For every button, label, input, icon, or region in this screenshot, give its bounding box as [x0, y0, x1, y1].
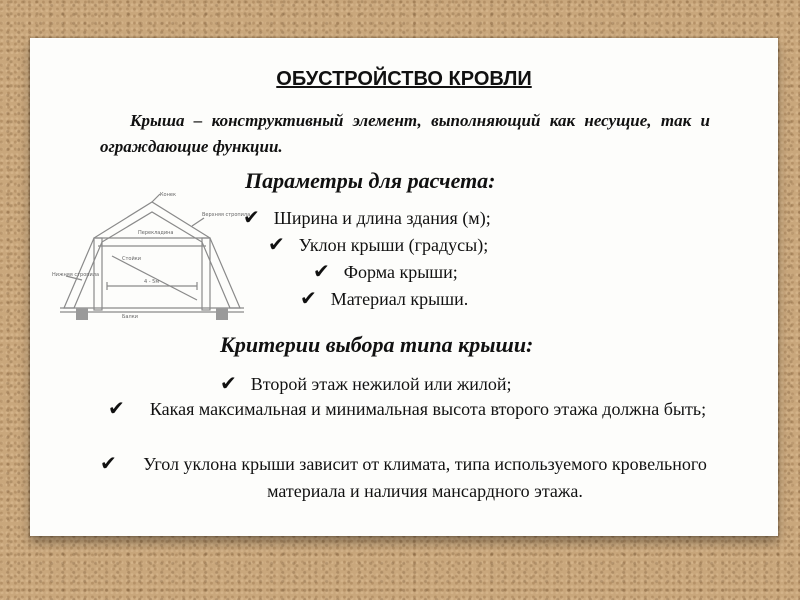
diagram-label: Перекладина: [138, 230, 174, 236]
criteria-item: ✔ Второй этаж нежилой или жилой;: [220, 373, 512, 395]
support-left: [76, 308, 88, 320]
diagram-label: Стойки: [122, 256, 141, 262]
diagram-label: Верхняя стропила: [202, 212, 251, 218]
params-item: ✔ Ширина и длина здания (м);: [243, 207, 491, 229]
params-item: ✔ Уклон крыши (градусы);: [268, 234, 489, 256]
roof-diagram: [52, 190, 252, 322]
check-icon: ✔: [313, 261, 330, 283]
criteria-heading: Критерии выбора типа крыши:: [220, 332, 534, 357]
post-right: [202, 238, 210, 310]
support-right: [216, 308, 228, 320]
page-title: ОБУСТРОЙСТВО КРОВЛИ: [276, 68, 532, 90]
params-item: ✔ Материал крыши.: [300, 288, 469, 310]
check-icon: ✔: [100, 453, 117, 475]
diagram-label: Нижняя стропила: [52, 272, 100, 278]
check-icon: ✔: [243, 207, 260, 229]
criteria-item: ✔ Какая максимальная и минимальная высота второго этажа должна быть;: [108, 396, 708, 423]
check-icon: ✔: [220, 373, 237, 395]
diagram-label: Балки: [122, 314, 138, 320]
intro-paragraph: [100, 108, 710, 160]
params-heading: Параметры для расчета:: [245, 168, 496, 193]
intro-text: Крыша – конструктивный элемент, выполняющий как несущие, так и ограждающие функции.: [100, 111, 710, 156]
params-item: ✔ Форма крыши;: [313, 261, 458, 283]
check-icon: ✔: [300, 288, 317, 310]
check-icon: ✔: [108, 398, 125, 420]
check-icon: ✔: [268, 234, 285, 256]
diagram-label: 4 - 5м: [144, 279, 160, 285]
paper-sheet: [30, 38, 778, 536]
criteria-item: ✔ Угол уклона крыши зависит от климата, типа используемого кровельного материала и наличия мансардного этажа.: [100, 453, 707, 501]
diagram-label: Конек: [160, 192, 176, 198]
